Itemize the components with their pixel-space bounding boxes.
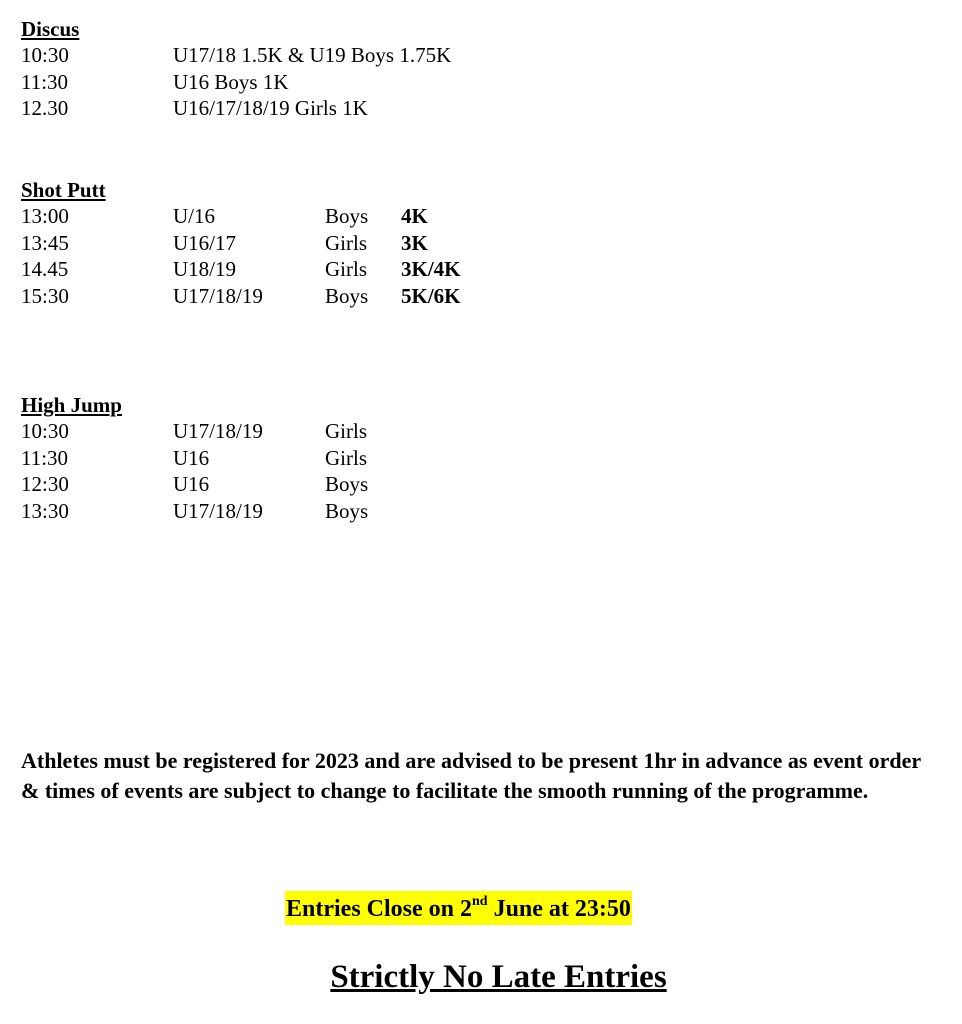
shot-putt-title: Shot Putt <box>21 178 106 202</box>
weight-cell: 3K/4K <box>401 257 461 282</box>
discus-section <box>21 16 452 122</box>
schedule-row <box>21 256 461 283</box>
gender-cell: Girls <box>325 419 367 443</box>
time-cell: 13:00 <box>21 204 69 228</box>
weight-cell: 4K <box>401 204 428 228</box>
age-cell: U/16 <box>173 204 215 228</box>
time-cell: 12:30 <box>21 472 69 497</box>
time-cell: 11:30 <box>21 69 69 94</box>
gender-cell: Boys <box>325 499 369 524</box>
entries-close-banner <box>285 891 632 925</box>
schedule-row <box>21 418 367 445</box>
schedule-row <box>21 445 367 472</box>
schedule-row <box>21 498 369 525</box>
age-cell: U17/18/19 <box>173 419 263 443</box>
event-cell: U16 Boys 1K <box>173 69 289 94</box>
weight-cell: 3K <box>401 230 428 255</box>
age-cell: U16/17 <box>173 230 236 255</box>
registration-notice: Athletes must be registered for 2023 and are advised to be present 1hr in advance as event order & times of events are subject to change to facilitate the smooth running of the programme. <box>21 748 921 803</box>
entries-close-prefix: Entries Close on 2 <box>286 896 472 922</box>
time-cell: 13:45 <box>21 230 69 255</box>
high-jump-section <box>21 392 369 525</box>
schedule-row <box>21 42 452 69</box>
gender-cell: Girls <box>325 257 367 282</box>
age-cell: U17/18/19 <box>173 499 263 524</box>
schedule-row <box>21 95 368 122</box>
age-cell: U16 <box>173 445 210 470</box>
entries-close-suffix: June at 23:50 <box>487 896 631 922</box>
age-cell: U18/19 <box>173 257 236 282</box>
schedule-row <box>21 283 461 310</box>
no-late-entries-heading: Strictly No Late Entries <box>330 959 667 995</box>
weight-cell: 5K/6K <box>401 284 461 309</box>
event-cell: U16/17/18/19 Girls 1K <box>173 96 368 121</box>
time-cell: 15:30 <box>21 284 69 309</box>
shot-putt-section <box>21 177 461 310</box>
time-cell: 10:30 <box>21 419 69 443</box>
gender-cell: Boys <box>325 472 369 497</box>
time-cell: 10:30 <box>21 43 69 67</box>
schedule-row <box>21 203 428 230</box>
time-cell: 14.45 <box>21 257 69 282</box>
time-cell: 12.30 <box>21 96 69 121</box>
gender-cell: Boys <box>325 204 369 228</box>
schedule-row <box>21 471 369 498</box>
age-cell: U17/18/19 <box>173 284 263 309</box>
high-jump-title: High Jump <box>21 393 122 417</box>
schedule-row <box>21 230 428 257</box>
gender-cell: Girls <box>325 230 367 255</box>
time-cell: 13:30 <box>21 499 69 524</box>
gender-cell: Boys <box>325 284 369 309</box>
gender-cell: Girls <box>325 445 367 470</box>
schedule-row <box>21 69 289 96</box>
discus-title: Discus <box>21 17 80 41</box>
time-cell: 11:30 <box>21 445 69 470</box>
entries-close-ordinal: nd <box>472 894 488 909</box>
age-cell: U16 <box>173 472 210 497</box>
event-cell: U17/18 1.5K & U19 Boys 1.75K <box>173 43 452 67</box>
